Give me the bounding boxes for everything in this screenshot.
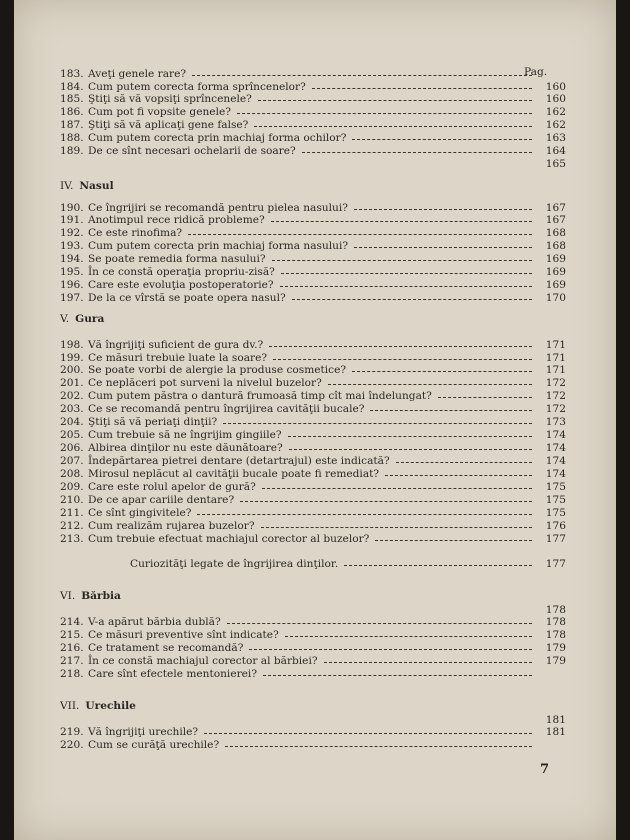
entry-page: 172	[545, 377, 566, 389]
entry-title: De ce apar cariile dentare?	[88, 494, 235, 506]
entry-page: 179	[545, 642, 566, 654]
page-number: 7	[540, 762, 550, 777]
entry-page: 181	[545, 714, 566, 726]
entry-number: 194.	[60, 253, 84, 265]
entry-title: Ce se recomandă pentru îngrijirea cavităţii bucale?	[88, 403, 365, 415]
entry-title: V-a apărut bărbia dublă?	[88, 616, 221, 628]
toc-entry	[60, 442, 566, 455]
entry-number: 183.	[60, 68, 84, 80]
toc-entry	[60, 455, 566, 468]
entry-title: Se poate vorbi de alergie la produse cosmetice?	[88, 364, 347, 376]
entry-number: 219.	[60, 726, 84, 738]
toc-entry	[60, 533, 566, 546]
dot-leader	[263, 675, 532, 676]
entry-page: 174	[545, 429, 566, 441]
entry-title: Cum putem corecta prin machiaj forma nasului?	[88, 240, 349, 252]
entry-title: Ce neplăceri pot surveni la nivelul buzelor?	[88, 377, 322, 389]
toc-entry	[60, 93, 566, 106]
entry-page: 177	[545, 533, 566, 545]
toc-entry	[60, 390, 566, 403]
toc-entry	[60, 106, 566, 119]
entry-number: 212.	[60, 520, 84, 532]
entry-number: 186.	[60, 106, 84, 118]
entry-title: Cum putem păstra o dantură frumoasă timp cît mai îndelungat?	[88, 390, 432, 402]
entry-number: 200.	[60, 364, 84, 376]
toc-entry	[60, 629, 566, 642]
entry-title: Ştiţi să vă aplicaţi gene false?	[88, 119, 249, 131]
entry-title: Anotimpul rece ridică probleme?	[88, 214, 265, 226]
dot-leader	[269, 346, 532, 347]
section-roman-numeral: V.	[60, 313, 70, 325]
section-heading	[60, 180, 114, 192]
dot-leader	[354, 247, 532, 248]
entry-page: 175	[545, 507, 566, 519]
entry-title: Îndepărtarea pietrei dentare (detartrajul) este indicată?	[88, 455, 390, 467]
entry-title: Cum putem corecta prin machiaj forma ochilor?	[88, 132, 347, 144]
entry-number: 208.	[60, 468, 84, 480]
entry-page: 169	[545, 279, 566, 291]
dot-leader	[328, 384, 532, 385]
entry-page: 168	[545, 240, 566, 252]
entry-number: 202.	[60, 390, 84, 402]
entry-page: 162	[545, 119, 566, 131]
dot-leader	[237, 113, 532, 114]
entry-number: 190.	[60, 202, 84, 214]
dot-leader	[272, 260, 532, 261]
dot-leader	[223, 423, 532, 424]
dot-leader	[312, 88, 532, 89]
entry-page: 179	[545, 655, 566, 667]
entry-page: 163	[545, 132, 566, 144]
entry-page: 174	[545, 455, 566, 467]
entry-title: Ce măsuri trebuie luate la soare?	[88, 352, 268, 364]
entry-number: 211.	[60, 507, 84, 519]
dot-leader	[352, 371, 532, 372]
entry-number: 204.	[60, 416, 84, 428]
entry-number: 206.	[60, 442, 84, 454]
entry-page: 178	[545, 616, 566, 628]
toc-entry	[60, 520, 566, 533]
entry-page: 170	[545, 292, 566, 304]
entry-title: Cum realizăm rujarea buzelor?	[88, 520, 255, 532]
entry-page: 174	[545, 442, 566, 454]
dot-leader	[344, 565, 532, 566]
entry-title: În ce constă operaţia propriu-zisă?	[88, 266, 275, 278]
entry-title: Ce este rinofima?	[88, 227, 183, 239]
entry-page: 165	[545, 158, 566, 170]
toc-entry	[60, 416, 566, 429]
entry-title: Mirosul neplăcut al cavităţii bucale poate fi remediat?	[88, 468, 380, 480]
entry-page: 169	[545, 266, 566, 278]
dot-leader	[271, 221, 532, 222]
toc-entry	[60, 240, 566, 253]
entry-number: 184.	[60, 81, 84, 93]
entry-number: 207.	[60, 455, 84, 467]
entry-page: 171	[545, 364, 566, 376]
entry-number: 217.	[60, 655, 84, 667]
toc-entry	[60, 292, 566, 305]
entry-number: 187.	[60, 119, 84, 131]
toc-entry	[60, 642, 566, 655]
entry-number: 213.	[60, 533, 84, 545]
section-roman-numeral: VII.	[60, 700, 80, 712]
entry-page: 160	[545, 81, 566, 93]
entry-number: 201.	[60, 377, 84, 389]
dot-leader	[288, 436, 532, 437]
entry-number: 199.	[60, 352, 84, 364]
dot-leader	[273, 359, 532, 360]
toc-entry	[60, 377, 566, 390]
section-title: Bărbia	[81, 590, 121, 602]
dot-leader	[354, 209, 532, 210]
toc-entry	[60, 227, 566, 240]
dot-leader	[204, 733, 532, 734]
entry-title: Se poate remedia forma nasului?	[88, 253, 266, 265]
entry-number: 198.	[60, 339, 84, 351]
entry-page: 181	[545, 726, 566, 738]
entry-page: 176	[545, 520, 566, 532]
entry-page: 169	[545, 253, 566, 265]
entry-number: 195.	[60, 266, 84, 278]
dot-leader	[254, 126, 532, 127]
entry-page: 167	[545, 214, 566, 226]
dot-leader	[261, 527, 532, 528]
dot-leader	[285, 636, 532, 637]
entry-page: 164	[545, 145, 566, 157]
dot-leader	[188, 234, 532, 235]
toc-entry	[60, 266, 566, 279]
section-heading	[60, 590, 121, 602]
entry-page: 175	[545, 481, 566, 493]
entry-number: 210.	[60, 494, 84, 506]
entry-number: 220.	[60, 739, 84, 751]
toc-entry	[60, 145, 566, 158]
toc-entry	[60, 494, 566, 507]
toc-entry	[60, 253, 566, 266]
dot-leader	[258, 100, 532, 101]
section-roman-numeral: IV.	[60, 180, 74, 192]
entry-number: 215.	[60, 629, 84, 641]
entry-title: Curiozităţi legate de îngrijirea dinţilor.	[130, 558, 339, 570]
entry-page: 171	[545, 339, 566, 351]
entry-title: Cum pot fi vopsite genele?	[88, 106, 231, 118]
section-title: Gura	[75, 313, 105, 325]
toc-entry	[60, 132, 566, 145]
dot-leader	[240, 501, 532, 502]
entry-page: 174	[545, 468, 566, 480]
entry-page: 168	[545, 227, 566, 239]
entry-page: 172	[545, 403, 566, 415]
entry-title: Ştiţi să vă periaţi dinţii?	[88, 416, 218, 428]
entry-title: Ştiţi să vă vopsiţi sprîncenele?	[88, 93, 252, 105]
toc-entry	[60, 655, 566, 668]
toc-entry	[60, 468, 566, 481]
toc-entry	[60, 507, 566, 520]
entry-page: 178	[545, 604, 566, 616]
section-title: Urechile	[85, 700, 136, 712]
entry-title: În ce constă machiajul corector al bărbiei?	[88, 655, 318, 667]
dot-leader	[249, 649, 532, 650]
entry-number: 192.	[60, 227, 84, 239]
section-title: Nasul	[79, 180, 114, 192]
entry-page: 162	[545, 106, 566, 118]
entry-number: 185.	[60, 93, 84, 105]
section-heading	[60, 313, 104, 325]
dot-leader	[227, 623, 532, 624]
toc-entry	[60, 279, 566, 292]
toc-entry	[60, 739, 566, 752]
toc-entry	[60, 616, 566, 629]
dot-leader	[385, 475, 532, 476]
entry-number: 203.	[60, 403, 84, 415]
toc-entry	[60, 403, 566, 416]
dot-leader	[197, 514, 532, 515]
dot-leader	[375, 540, 532, 541]
entry-title: Cum putem corecta forma sprîncenelor?	[88, 81, 306, 93]
entry-title: Care sînt efectele mentonierei?	[88, 668, 257, 680]
dot-leader	[262, 488, 532, 489]
entry-title: Care este rolul apelor de gură?	[88, 481, 256, 493]
entry-number: 197.	[60, 292, 84, 304]
entry-title: Vă îngrijiţi urechile?	[88, 726, 199, 738]
entry-page: 171	[545, 352, 566, 364]
dot-leader	[281, 273, 532, 274]
section-heading	[60, 700, 136, 712]
section-roman-numeral: VI.	[60, 590, 76, 602]
entry-title: Vă îngrijiţi suficient de gura dv.?	[88, 339, 264, 351]
entry-title: Aveţi genele rare?	[88, 68, 187, 80]
toc-entry	[60, 481, 566, 494]
entry-page: 167	[545, 202, 566, 214]
toc-entry	[60, 214, 566, 227]
entry-number: 216.	[60, 642, 84, 654]
page-column-header: Pag.	[524, 66, 548, 78]
book-page	[14, 0, 616, 840]
entry-title: Albirea dinţilor nu este dăunătoare?	[88, 442, 283, 454]
entry-title: De ce sînt necesari ochelarii de soare?	[88, 145, 296, 157]
entry-page: 172	[545, 390, 566, 402]
entry-number: 218.	[60, 668, 84, 680]
toc-entry	[60, 364, 566, 377]
toc-entry	[60, 726, 566, 739]
toc-entry	[60, 119, 566, 132]
entry-title: Cum trebuie efectuat machiajul corector al buzelor?	[88, 533, 370, 545]
entry-page: 178	[545, 629, 566, 641]
entry-title: Ce sînt gingivitele?	[88, 507, 192, 519]
entry-title: Cum trebuie să ne îngrijim gingiile?	[88, 429, 282, 441]
entry-page: 173	[545, 416, 566, 428]
entry-page: 175	[545, 494, 566, 506]
toc-entry	[60, 339, 566, 352]
dot-leader	[302, 152, 532, 153]
entry-title: Cum se curăţă urechile?	[88, 739, 220, 751]
entry-page: 160	[545, 93, 566, 105]
entry-number: 193.	[60, 240, 84, 252]
dot-leader	[192, 75, 532, 76]
dot-leader	[289, 449, 532, 450]
dot-leader	[370, 410, 532, 411]
toc-entry	[60, 158, 566, 171]
entry-page: 177	[545, 558, 566, 570]
entry-title: Care este evoluţia postoperatorie?	[88, 279, 274, 291]
entry-number: 196.	[60, 279, 84, 291]
entry-title: Ce tratament se recomandă?	[88, 642, 244, 654]
dot-leader	[438, 397, 532, 398]
entry-title: De la ce vîrstă se poate opera nasul?	[88, 292, 286, 304]
entry-number: 214.	[60, 616, 84, 628]
toc-entry	[60, 668, 566, 681]
toc-entry	[60, 68, 566, 81]
entry-number: 191.	[60, 214, 84, 226]
toc-entry	[60, 429, 566, 442]
entry-number: 209.	[60, 481, 84, 493]
entry-title: Ce îngrijiri se recomandă pentru pielea nasului?	[88, 202, 348, 214]
entry-number: 188.	[60, 132, 84, 144]
dot-leader	[396, 462, 532, 463]
dot-leader	[225, 746, 532, 747]
entry-number: 189.	[60, 145, 84, 157]
entry-number: 205.	[60, 429, 84, 441]
dot-leader	[352, 139, 532, 140]
toc-entry	[60, 558, 566, 571]
dot-leader	[324, 662, 532, 663]
dot-leader	[280, 286, 532, 287]
entry-title: Ce măsuri preventive sînt indicate?	[88, 629, 279, 641]
dot-leader	[292, 299, 532, 300]
